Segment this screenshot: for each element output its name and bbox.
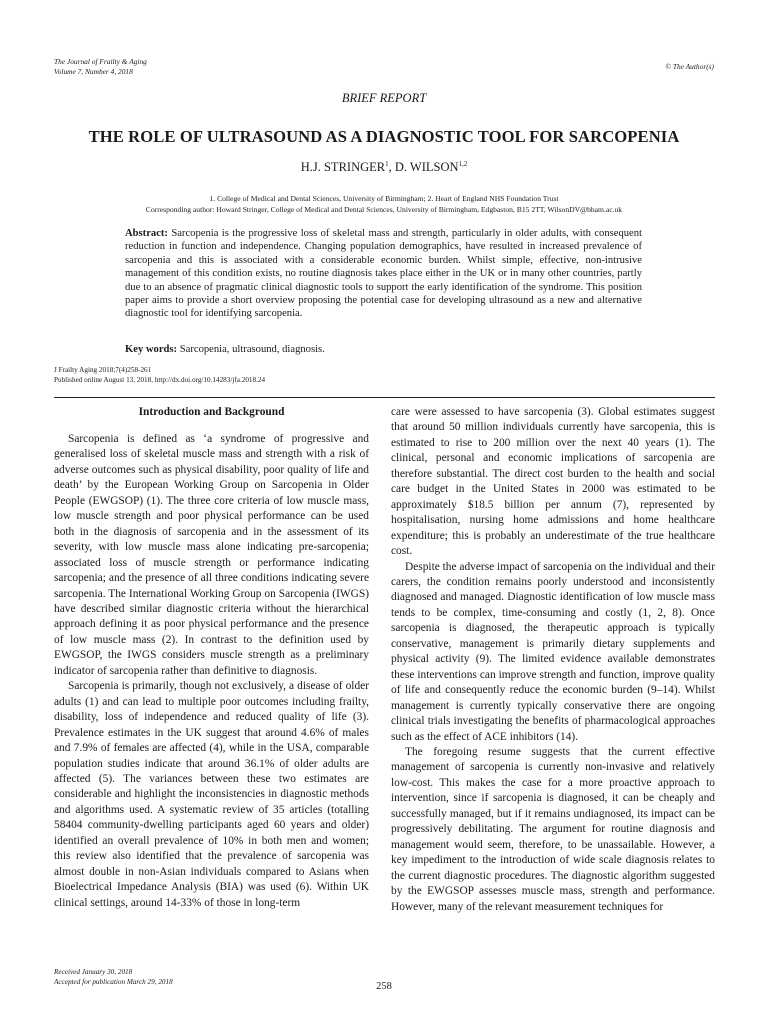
page-number: 258: [376, 981, 392, 992]
keywords-text: Sarcopenia, ultrasound, diagnosis.: [179, 344, 325, 355]
abstract: [125, 227, 642, 321]
body-paragraph: Despite the adverse impact of sarcopenia on the individual and their carers, the condition remains poorly understood and inconsistently diagnosed and managed. Diagnostic identification of low muscle mass tends to be complex, time-consuming and costly (1, 2, 8). Once sarcopenia is diagnosed, the therapeutic approach is typically conservative, management is primarily dietary supplements and physical activity (9). The limited evidence available demonstrates these interventions can improve strength and function, improve quality of life and consequently reduce the economic burden (9–14). Whilst management is currently typically conservative there are ongoing clinical trials investigating the benefits of pharmacological approaches such as the effect of ACE inhibitors (14).: [391, 560, 715, 743]
keywords: [125, 343, 642, 356]
doi-line: Published online August 13, 2018, http://dx.doi.org/10.14283/jfa.2018.24: [54, 375, 266, 384]
author-name: , D. WILSON: [388, 160, 459, 174]
accepted-date: Accepted for publication March 29, 2018: [54, 978, 173, 986]
article-title: THE ROLE OF ULTRASOUND AS A DIAGNOSTIC TOOL FOR SARCOPENIA: [88, 127, 680, 146]
divider: [54, 397, 715, 398]
body-paragraph: Sarcopenia is primarily, though not exclusively, a disease of older adults (1) and can lead to multiple poor outcomes including frailty, disability, loss of independence and reduced quality of life (3). Prevalence estimates in the UK suggest that around 4.6% of males and 7.9% of females are affected (4), while in the USA, comparable population studies indicate that around 36.1% of older adults are affected (5). The variances between these two estimates are considerable and highlight the inconsistencies in diagnostic methods and algorithms used. A systematic review of 35 articles (totalling 58404 community-dwelling participants aged 60 years and older) identified an overall prevalence of 10% in both men and women; this review also identified that the prevalence of sarcopenia was almost double in non-Asian individuals compared to Asians when Bioelectrical Impedance Analysis (BIA) was used (6). Within UK clinical settings, around 14-33% of those in long-term: [54, 680, 369, 909]
author-affil-mark: 1: [385, 160, 389, 168]
copyright-notice: © The Author(s): [665, 62, 714, 71]
body-paragraph: The foregoing resume suggests that the current effective management of sarcopenia is currently non-invasive and relatively low-cost. This makes the case for a more proactive approach to intervention, since if sarcopenia is diagnosed, it can be cheaply and successfully managed, but if it remains undiagnosed, its impact can be progressively debilitating. The argument for routine diagnosis and management would seem, therefore, to be unassailable. However, a key impediment to the introduction of wide scale diagnosis relates to the current diagnostic procedures. The diagnostic algorithm suggested by the EWGSOP assesses muscle mass, strength and performance. However, many of the relevant measurement techniques for: [391, 745, 715, 913]
affiliations: [0, 193, 768, 215]
body-paragraph: care were assessed to have sarcopenia (3). Global estimates suggest that around 50 million individuals currently have sarcopenia, this is estimated to rise to 200 million over the next 40 years (1). The clinical, personal and economic implications of sarcopenia are therefore substantial. The direct cost burden to the health and social care budget in the United States in 2000 was estimated to be approximately $18.5 billion per annum (7), represented by hospitalisation, nursing home admissions and home healthcare expenditure; this is probably an underestimate of the true healthcare cost.: [391, 406, 715, 558]
right-column: [391, 405, 715, 915]
affiliation-line: 1. College of Medical and Dental Sciences, University of Birmingham; 2. Heart of England NHS Foundation Trust: [209, 194, 559, 203]
author-affil-mark: 1,2: [458, 160, 468, 168]
article-type: BRIEF REPORT: [341, 91, 427, 105]
keywords-label: Key words:: [125, 344, 178, 355]
author-list: [0, 160, 768, 175]
citation-line: J Frailty Aging 2018;7(4)258-261: [54, 366, 152, 374]
left-column: [54, 405, 369, 911]
body-paragraph: Sarcopenia is defined as ‘a syndrome of progressive and generalised loss of skeletal muscle mass and strength with a risk of adverse outcomes such as physical disability, poor quality of life and death’ by the European Working Group on Sarcopenia in Older People (EWGSOP) (1). The three core criteria of low muscle mass, low muscle strength and poor physical performance can be used both in the diagnosis of sarcopenia and in the assessment of its severity, with low muscle mass alone indicating pre-sarcopenia; associated loss of muscle strength or performance indicating sarcopenia; and the presence of all three conditions indicating severe sarcopenia. The International Working Group on Sarcopenia (IWGS) have described similar diagnostic criteria without the hierarchical approach defining it as poor physical performance and the presence of low muscle mass (2). In contrast to the definition used by EWGSOP, the IWGS considers muscle strength as a preliminary indicator of sarcopenia rather than definitive to diagnosis.: [54, 433, 369, 677]
abstract-label: Abstract:: [125, 228, 168, 239]
journal-volume: Volume 7, Number 4, 2018: [54, 67, 133, 76]
received-date: Received January 30, 2018: [54, 968, 133, 976]
citation: [54, 366, 265, 385]
abstract-text: Sarcopenia is the progressive loss of skeletal mass and strength, particularly in older adults, with consequent reduction in function and independence. Changing population demographics, have resulted in increased prevalence of sarcopenia and this is associated with a considerable economic burden. Whilst simple, effective, non-intrusive management of this condition exists, no routine diagnosis takes place either in the UK or in many other countries, partly due to an absence of pragmatic clinical diagnostic tools to support the early identification of the syndrome. This position paper aims to provide a short overview proposing the potential case for developing ultrasound as a new and alternative diagnostic tool for identifying sarcopenia.: [125, 228, 642, 320]
corresponding-author: Corresponding author: Howard Stringer, College of Medical and Dental Sciences, University of Birmingham, Edgbaston, B15 2TT, WilsonDV@bham.ac.uk: [145, 205, 623, 214]
journal-name: The Journal of Frailty & Aging: [54, 57, 147, 66]
journal-header: [54, 57, 147, 77]
author-name: H.J. STRINGER: [300, 160, 386, 174]
section-heading: Introduction and Background: [138, 406, 285, 418]
